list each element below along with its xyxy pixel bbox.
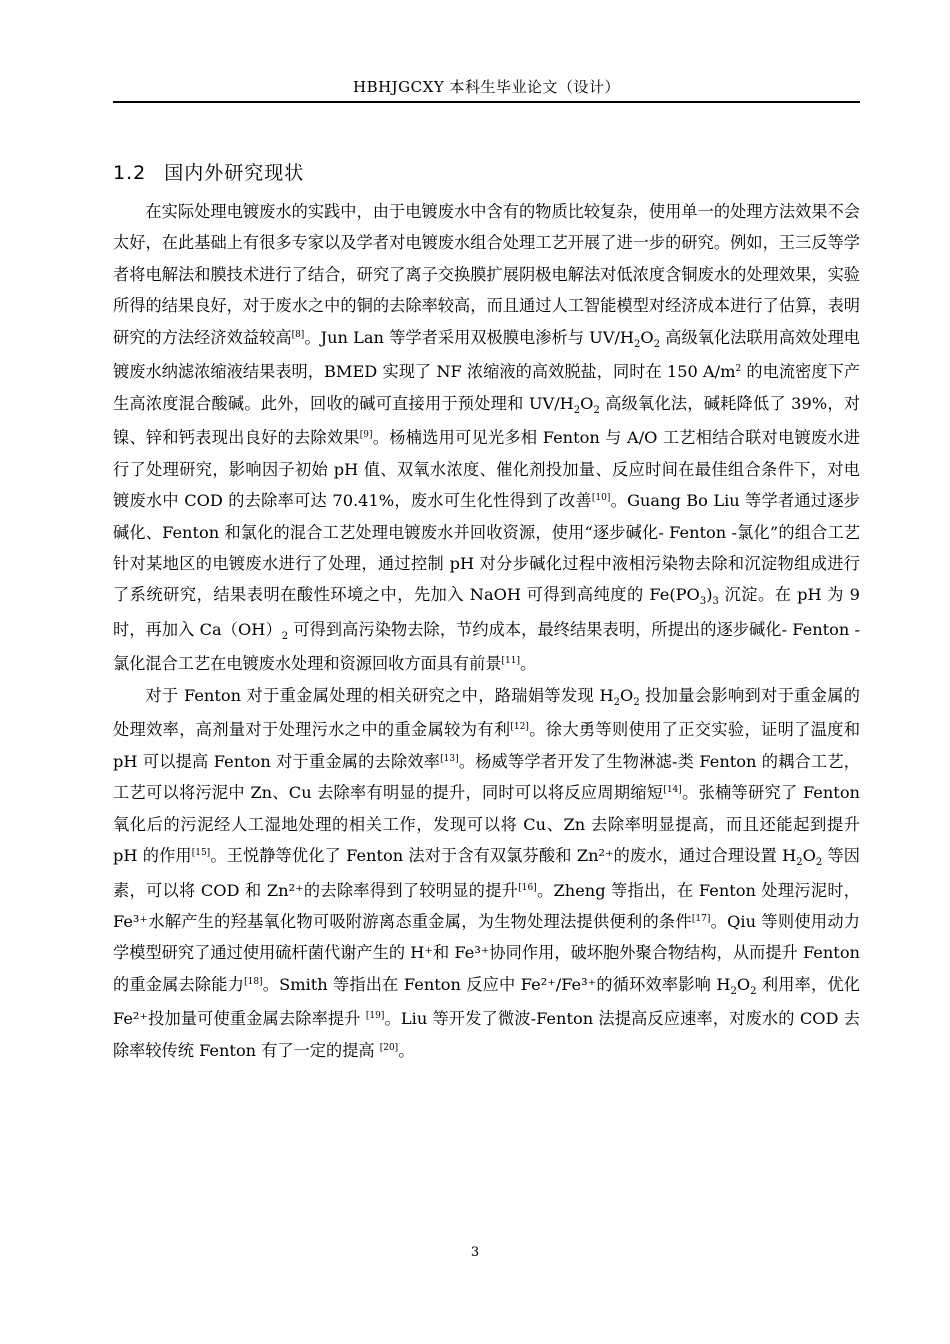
text-run: 的电流密度下产生高浓度混合酸碱。此外，回收的碱可直接用于预处理和 UV/H xyxy=(113,362,860,413)
paragraph-2 xyxy=(113,680,860,1066)
superscript: [18] xyxy=(244,976,263,987)
superscript: [14] xyxy=(663,785,682,796)
subscript: 2 xyxy=(815,857,823,869)
text-run: O xyxy=(736,974,751,994)
header-rule xyxy=(113,101,860,103)
subscript: 3 xyxy=(699,596,707,608)
superscript: [15] xyxy=(191,848,211,859)
subscript: 2 xyxy=(796,857,803,869)
subscript: 2 xyxy=(653,338,661,350)
text-run: 。 xyxy=(519,654,537,674)
text-run: 。Jun Lan 等学者采用双极膜电渗析与 UV/H xyxy=(304,327,635,347)
text-run: 投加量会影响到对于重金属的处理效率，高剂量对于处理污水之中的重金属较为有利 xyxy=(113,685,860,740)
section-title-text: 国内外研究现状 xyxy=(164,162,305,184)
text-run: 可得到高污染物去除，节约成本，最终结果表明，所提出的逐步碱化- Fenton -氯化混合工艺在电镀废水处理和资源回收方面具有前景 xyxy=(113,619,860,674)
text-run: 。王悦静等优化了 Fenton 法对于含有双氯芬酸和 Zn²⁺的废水，通过合理设置 H xyxy=(210,846,797,866)
text-run: 。Guang Bo Liu 等学者通过逐步碱化、Fenton 和氯化的混合工艺处理电镀废水并回收资源，使用“逐步碱化- Fenton -氯化”的组合工艺针对某地区的电镀废水进行了处理，通过控制 pH 对分步碱化过程中液相污染物去除和沉淀物组成进行了系统研究，结果表明在酸性环境之中，先加入 NaOH 可得到高纯度的 Fe(PO xyxy=(113,491,860,605)
superscript: [9] xyxy=(359,430,373,441)
text-run: 高级氧化法联用高效处理电镀废水纳滤浓缩液结果表明，BMED 实现了 NF 浓缩液的高效脱盐，同时在 150 A/m xyxy=(113,327,860,382)
text-run: 对于 Fenton 对于重金属处理的相关研究之中，路瑞娟等发现 H xyxy=(145,685,614,705)
text-run: 。Smith 等指出在 Fenton 反应中 Fe²⁺/Fe³⁺的循环效率影响 H xyxy=(262,974,731,994)
superscript: [19] xyxy=(365,1011,385,1022)
superscript: 2 xyxy=(735,364,742,375)
subscript: 2 xyxy=(634,338,641,350)
text-run: ) xyxy=(706,585,713,605)
text-run: 高级氧化法，碱耗降低了 39%，对镍、锌和钙表现出良好的去除效果 xyxy=(113,393,861,448)
page-header: HBHJGCXY 本科生毕业论文（设计） xyxy=(352,78,620,96)
text-run: 等因素，可以将 COD 和 Zn²⁺的去除率得到了较明显的提升 xyxy=(113,846,860,900)
text-run: 。杨楠选用可见光多相 Fenton 与 A/O 工艺相结合联对电镀废水进行了处理研究，影响因子初始 pH 值、双氧水浓度、催化剂投加量、反应时间在最佳组合条件下，对电镀废水中 COD 的去除率可达 70.41%，废水可生化性得到了改善 xyxy=(113,428,860,511)
page-number: 3 xyxy=(470,1245,480,1260)
superscript: [16] xyxy=(518,882,537,893)
paragraph-1 xyxy=(113,196,860,680)
text-run: O xyxy=(640,327,654,347)
subscript: 2 xyxy=(633,696,640,708)
text-run: 。 xyxy=(398,1040,415,1060)
text-run: O xyxy=(802,846,816,866)
section-heading xyxy=(113,158,304,185)
subscript: 3 xyxy=(712,596,719,608)
subscript: 2 xyxy=(281,630,289,642)
text-run: 。杨威等学者开发了生物淋滤-类 Fenton 的耦合工艺，工艺可以将污泥中 Zn、Cu 去除率有明显的提升，同时可以将反应周期缩短 xyxy=(113,751,860,803)
text-run: O xyxy=(620,685,634,705)
text-run: 。Qiu 等则使用动力学模型研究了通过使用硫杆菌代谢产生的 H⁺和 Fe³⁺协同作用，破坏胞外聚合物结构，从而提升 Fenton 的重金属去除能力 xyxy=(113,911,860,994)
superscript: [13] xyxy=(440,753,459,764)
superscript: [12] xyxy=(510,722,529,733)
text-run: 。Zheng 等指出，在 Fenton 处理污泥时，Fe³⁺水解产生的羟基氧化物可吸附游离态重金属，为生物处理法提供便利的条件 xyxy=(113,880,860,931)
subscript: 2 xyxy=(750,985,757,997)
superscript: [20] xyxy=(379,1042,399,1053)
superscript: [8] xyxy=(291,329,305,340)
subscript: 2 xyxy=(613,696,621,708)
text-run: O xyxy=(580,393,594,413)
text-run: 在实际处理电镀废水的实践中，由于电镀废水中含有的物质比较复杂，使用单一的处理方法效果不会太好，在此基础上有很多专家以及学者对电镀废水组合处理工艺开展了进一步的研究。例如，王三反等学者将电解法和膜技术进行了结合，研究了离子交换膜扩展阴极电解法对低浓度含铜废水的处理效果，实验所得的结果良好，对于废水之中的铜的去除率较高，而且通过人工智能模型对经济成本进行了估算，表明研究的方法经济效益较高 xyxy=(113,202,860,347)
subscript: 2 xyxy=(573,404,581,416)
text-run: 。徐大勇等则使用了正交实验，证明了温度和 pH 可以提高 Fenton 对于重金属的去除效率 xyxy=(113,720,861,771)
subscript: 2 xyxy=(593,404,600,416)
text-run: 。张楠等研究了 Fenton 氧化后的污泥经人工湿地处理的相关工作，发现可以将 Cu、Zn 去除率明显提高，而且还能起到提升 pH 的作用 xyxy=(113,783,860,866)
text-run: 利用率，优化 Fe²⁺投加量可使重金属去除率提升 xyxy=(113,974,860,1029)
subscript: 2 xyxy=(730,985,737,997)
superscript: [17] xyxy=(691,913,711,924)
section-number: 1.2 xyxy=(113,162,147,184)
text-run: 沉淀。在 pH 为 9 时，再加入 Ca（OH） xyxy=(113,585,860,639)
superscript: [10] xyxy=(591,493,611,504)
body-text xyxy=(113,196,860,1066)
text-run: 。Liu 等开发了微波-Fenton 法提高反应速率，对废水的 COD 去除率较传统 Fenton 有了一定的提高 xyxy=(113,1009,860,1060)
superscript: [11] xyxy=(501,656,520,667)
